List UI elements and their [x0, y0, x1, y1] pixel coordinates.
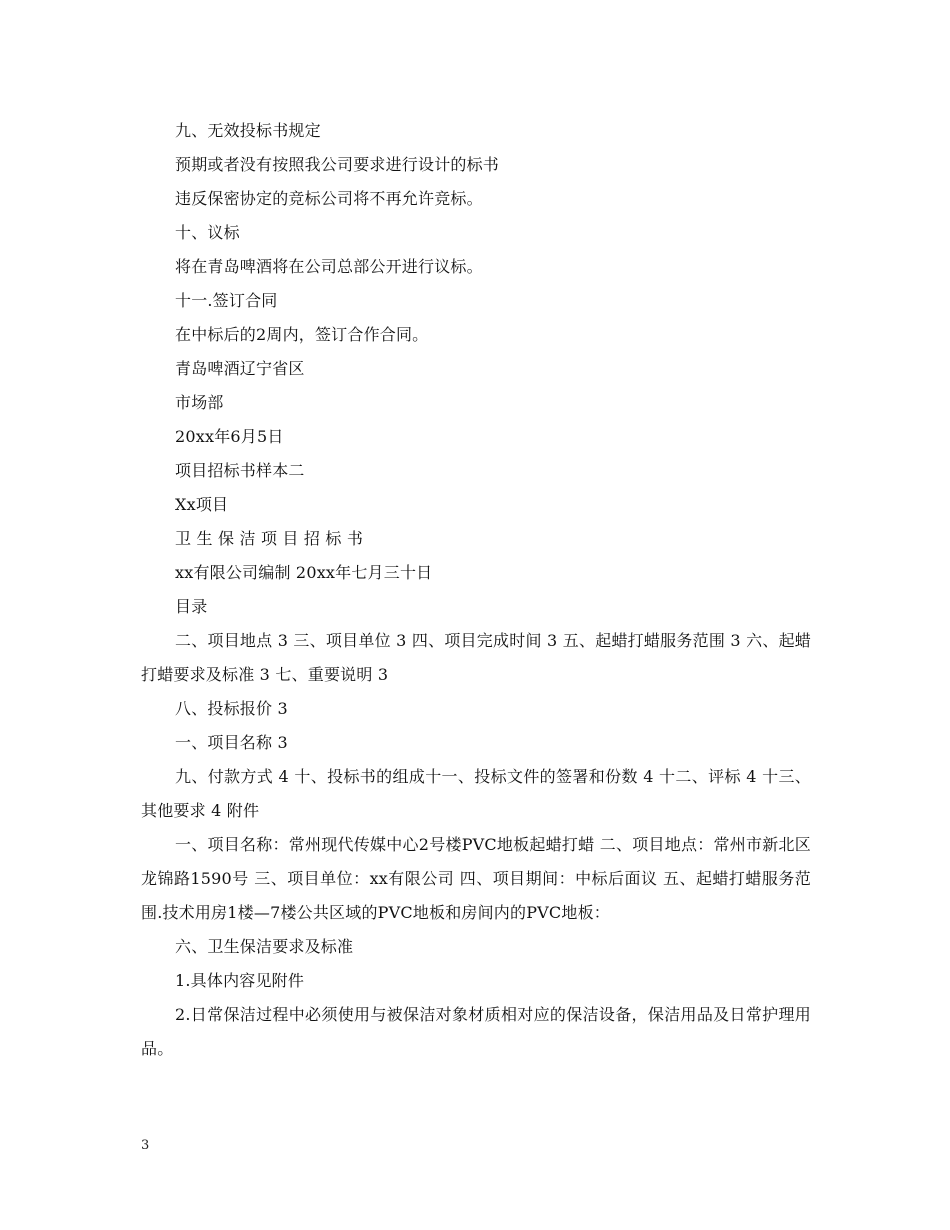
paragraph: 在中标后的2周内，签订合作合同。: [175, 325, 429, 344]
paragraph: 违反保密协定的竞标公司将不再允许竞标。: [175, 189, 483, 208]
project-details-paragraph: 一、项目名称：常州现代传媒中心2号楼PVC地板起蜡打蜡 二、项目地点：常州市新北区龙锦路1590号 三、项目单位：xx有限公司 四、项目期间：中标后面议 五、起蜡打蜡服务范围.技术用房1楼—7楼公共区域的PVC地板和房间内的PVC地板：: [141, 835, 811, 922]
table-of-contents-entry: 二、项目地点 3 三、项目单位 3 四、项目完成时间 3 五、起蜡打蜡服务范围 3 六、起蜡打蜡要求及标准 3 七、重要说明 3: [141, 631, 811, 684]
heading-negotiation: 十、议标: [175, 223, 240, 242]
section-title: 项目招标书样本二: [175, 461, 305, 480]
signature-department: 市场部: [175, 393, 224, 412]
paragraph: 预期或者没有按照我公司要求进行设计的标书: [175, 155, 500, 174]
heading-cleaning-requirements: 六、卫生保洁要求及标准: [175, 937, 354, 956]
signature-organization: 青岛啤酒辽宁省区: [175, 359, 305, 378]
table-of-contents-entry: 一、项目名称 3: [175, 733, 288, 752]
document-body: [141, 114, 811, 1066]
compiled-by-date: xx有限公司编制 20xx年七月三十日: [175, 563, 433, 582]
table-of-contents-heading: 目录: [175, 597, 208, 616]
heading-sign-contract: 十一.签订合同: [175, 291, 278, 310]
project-name: Xx项目: [175, 495, 229, 514]
list-item: 2.日常保洁过程中必须使用与被保洁对象材质相对应的保洁设备，保洁用品及日常护理用品。: [141, 1005, 811, 1058]
page-number: 3: [141, 1138, 150, 1153]
heading-invalid-bid: 九、无效投标书规定: [175, 121, 321, 140]
tender-title: 卫 生 保 洁 项 目 招 标 书: [175, 529, 364, 548]
list-item: 1.具体内容见附件: [175, 971, 305, 990]
table-of-contents-entry: 八、投标报价 3: [175, 699, 288, 718]
signature-date: 20xx年6月5日: [175, 427, 284, 446]
table-of-contents-entry: 九、付款方式 4 十、投标书的组成十一、投标文件的签署和份数 4 十二、评标 4 十三、其他要求 4 附件: [141, 767, 811, 820]
paragraph: 将在青岛啤酒将在公司总部公开进行议标。: [175, 257, 483, 276]
